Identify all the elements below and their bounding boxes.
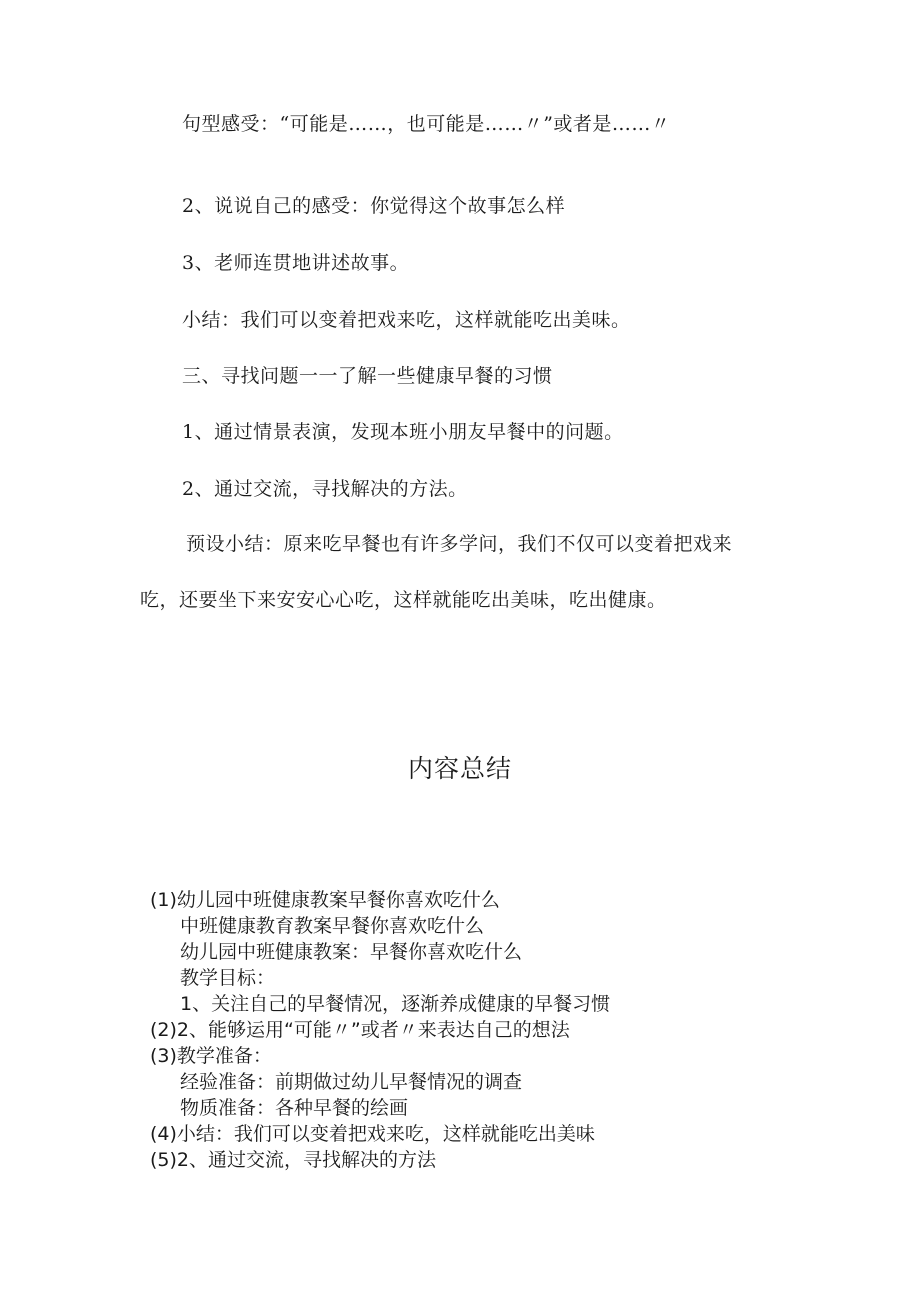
paragraph-step-3: 3、老师连贯地讲述故事。 (182, 252, 410, 274)
summary-line: (1)幼儿园中班健康教案早餐你喜欢吃什么 (150, 889, 500, 911)
summary-title: 内容总结 (407, 754, 512, 783)
summary-line: (3)教学准备： (150, 1045, 272, 1067)
summary-line: 经验准备：前期做过幼儿早餐情况的调查 (180, 1071, 523, 1093)
paragraph-summary: 小结：我们可以变着把戏来吃，这样就能吃出美味。 (182, 309, 631, 331)
summary-line: 教学目标： (180, 967, 276, 989)
paragraph-item-1: 1、通过情景表演，发现本班小朋友早餐中的问题。 (182, 421, 624, 443)
summary-line: 幼儿园中班健康教案：早餐你喜欢吃什么 (180, 941, 523, 963)
summary-line: 中班健康教育教案早餐你喜欢吃什么 (180, 915, 485, 937)
summary-line: 物质准备：各种早餐的绘画 (180, 1097, 409, 1119)
paragraph-preset-summary: 预设小结：原来吃早餐也有许多学问，我们不仅可以变着把戏来 (186, 533, 733, 555)
paragraph-preset-summary-cont: 吃，还要坐下来安安心心吃，这样就能吃出美味，吃出健康。 (140, 589, 667, 611)
paragraph-sentence-pattern: 句型感受：“可能是……，也可能是……〃”或者是……〃 (182, 113, 671, 135)
summary-line: (4)小结：我们可以变着把戏来吃，这样就能吃出美味 (150, 1123, 595, 1145)
summary-line: 1、关注自己的早餐情况，逐渐养成健康的早餐习惯 (180, 993, 611, 1015)
summary-line: (2)2、能够运用“可能〃”或者〃来表达自己的想法 (150, 1019, 570, 1041)
paragraph-step-2: 2、说说自己的感受：你觉得这个故事怎么样 (182, 195, 566, 217)
summary-line: (5)2、通过交流，寻找解决的方法 (150, 1149, 437, 1171)
section-heading-3: 三、寻找问题一一了解一些健康早餐的习惯 (182, 365, 553, 387)
paragraph-item-2: 2、通过交流，寻找解决的方法。 (182, 478, 468, 500)
